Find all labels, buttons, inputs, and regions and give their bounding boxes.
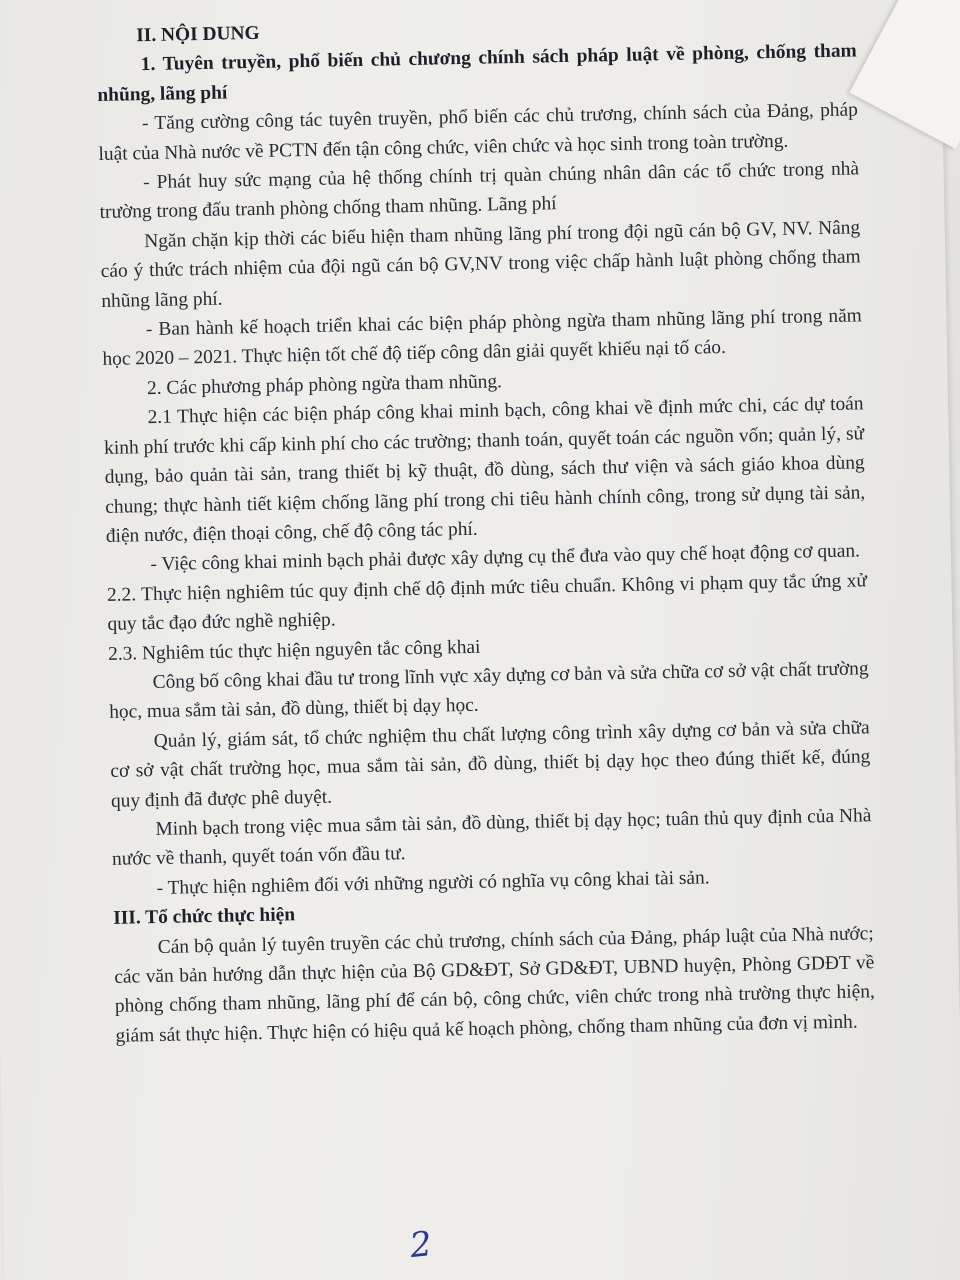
section-ii-title: II. NỘI DUNG <box>136 22 260 47</box>
paragraph-3: Ngăn chặn kịp thời các biểu hiện tham nhũng lãng phí trong đội ngũ cán bộ GV, NV. Nâng cáo ý thức trách nhiệm của đội ngũ cán bộ GV,NV trong việc chấp hành luật phòng chống tham nhũng lãng phí. <box>100 217 861 312</box>
section-iii-title: III. Tổ chức thực hiện <box>113 904 296 930</box>
paragraph-10: Công bố công khai đầu tư trong lĩnh vực xây dựng cơ bản và sửa chữa cơ sở vật chất trường học, mua sắm tài sản, đồ dùng, thiết bị dạy học. <box>109 658 869 724</box>
paragraph-1: - Tăng cường công tác tuyên truyền, phổ biến các chủ trương, chính sách của Đảng, pháp luật của Nhà nước về PCTN đến tận công chức, viên chức và học sinh trong toàn trường. <box>98 99 859 165</box>
paragraph-6: 2.1 Thực hiện các biện pháp công khai minh bạch, công khai về định mức chi, các dự toán kinh phí trước khi cấp kinh phí cho các trường; thanh toán, quyết toán các nguồn vốn; quản lý, sử dụng, bảo quản tài sản, trang thiết bị kỹ thuật, đồ dùng, sách thư viện và sách giáo khoa dùng chung; thực hành tiết kiệm chống lãng phí trong chi tiêu hành chính công, trong sử dụng tài sản, điện nước, điện thoại công, chế độ công tác phí. <box>103 393 866 547</box>
paragraph-9: 2.3. Nghiêm túc thực hiện nguyên tắc công khai <box>107 636 481 665</box>
paragraph-8: 2.2. Thực hiện nghiêm túc quy định chế dộ định mức tiêu chuẩn. Không vi phạm quy tắc ứng xử quy tắc đạo đức nghề nghiệp. <box>106 570 868 636</box>
paragraph-12: Minh bạch trong việc mua sắm tài sản, đồ dùng, thiết bị dạy học; tuân thủ quy định của Nhà nước về thanh, quyết toán vốn đầu tư. <box>111 805 872 871</box>
paragraph-7: - Việc công khai minh bạch phải được xây dựng cụ thể đưa vào quy chế hoạt động cơ quan. <box>150 540 861 576</box>
paragraph-5: 2. Các phương pháp phòng ngừa tham nhũng. <box>146 371 503 399</box>
paragraph-14: Cán bộ quản lý tuyên truyền các chủ trương, chính sách của Đảng, pháp luật của Nhà nước; các văn bản hướng dẫn thực hiện của Bộ GD&ĐT, Sở GD&ĐT, UBND huyện, Phòng GDĐT về phòng chống tham nhũng, lãng phí để cán bộ, công chức, viên chức trong nhà trường thực hiện, giám sát thực hiện. Thực hiện có hiệu quả kế hoạch phòng, chống tham nhũng của đơn vị mình. <box>114 922 875 1047</box>
paragraph-11: Quản lý, giám sát, tổ chức nghiệm thu chất lượng công trình xây dựng cơ bản và sửa chữa cơ sở vật chất trường học, mua sắm tài sản, đồ dùng, thiết bị dạy học theo đúng thiết kế, đúng quy định đã được phê duyệt. <box>110 717 871 812</box>
item-1-title: 1. Tuyên truyền, phổ biến chủ chương chính sách pháp luật về phòng, chống tham nhũng, lãng phí <box>97 40 857 106</box>
handwritten-page-number: 2 <box>407 1223 434 1267</box>
document-body <box>96 7 876 1051</box>
paragraph-4: - Ban hành kế hoạch triển khai các biện pháp phòng ngừa tham nhũng lãng phí trong năm học 2020 – 2021. Thực hiện tốt chế độ tiếp công dân giải quyết khiếu nại tố cáo. <box>102 305 862 371</box>
paragraph-2: - Phát huy sức mạng của hệ thống chính trị quàn chúng nhân dân các tổ chức trong nhà trường trong đấu tranh phòng chống tham nhũng. Lãng phí <box>99 158 860 224</box>
paragraph-13: - Thực hiện nghiêm đối với những người có nghĩa vụ công khai tài sản. <box>156 867 710 899</box>
